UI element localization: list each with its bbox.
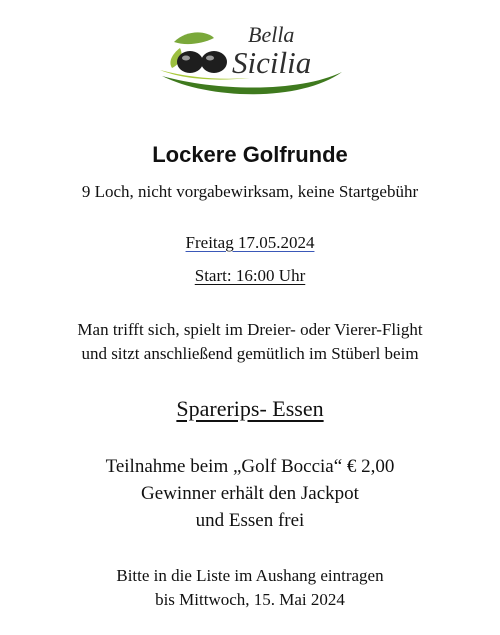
olive-icon <box>177 51 203 73</box>
logo-graphic <box>150 18 350 98</box>
event-title: Lockere Golfrunde <box>152 142 348 167</box>
event-subtitle: 9 Loch, nicht vorgabewirksam, keine Startgebühr <box>81 182 419 201</box>
olive-shine <box>206 56 214 61</box>
event-date-line <box>0 233 500 253</box>
signup-line-1: Bitte in die Liste im Aushang eintragen <box>116 566 384 585</box>
boccia-line-3: und Essen frei <box>195 510 305 531</box>
leaf-icon <box>174 32 214 44</box>
event-start-time: Start: 16:00 Uhr <box>194 266 306 285</box>
logo-text-bella: Bella <box>248 22 295 47</box>
description-line-1: Man trifft sich, spielt im Dreier- oder Vierer-Flight <box>77 320 423 339</box>
meal-heading: Sparerips- Essen <box>176 396 324 421</box>
olive-shine <box>182 56 190 61</box>
description-line-2: und sitzt anschließend gemütlich im Stüberl beim <box>81 344 419 363</box>
event-start-line <box>0 266 500 286</box>
logo-text-sicilia: Sicilia <box>232 45 312 80</box>
meal-heading-line <box>0 396 500 422</box>
boccia-line-2: Gewinner erhält den Jackpot <box>141 483 359 504</box>
boccia-line-1: Teilnahme beim „Golf Boccia“ € 2,00 <box>105 456 395 477</box>
olive-icon <box>201 51 227 73</box>
bella-sicilia-logo <box>150 18 350 98</box>
event-date: Freitag 17.05.2024 <box>185 233 315 252</box>
signup-line-2: bis Mittwoch, 15. Mai 2024 <box>155 590 345 609</box>
